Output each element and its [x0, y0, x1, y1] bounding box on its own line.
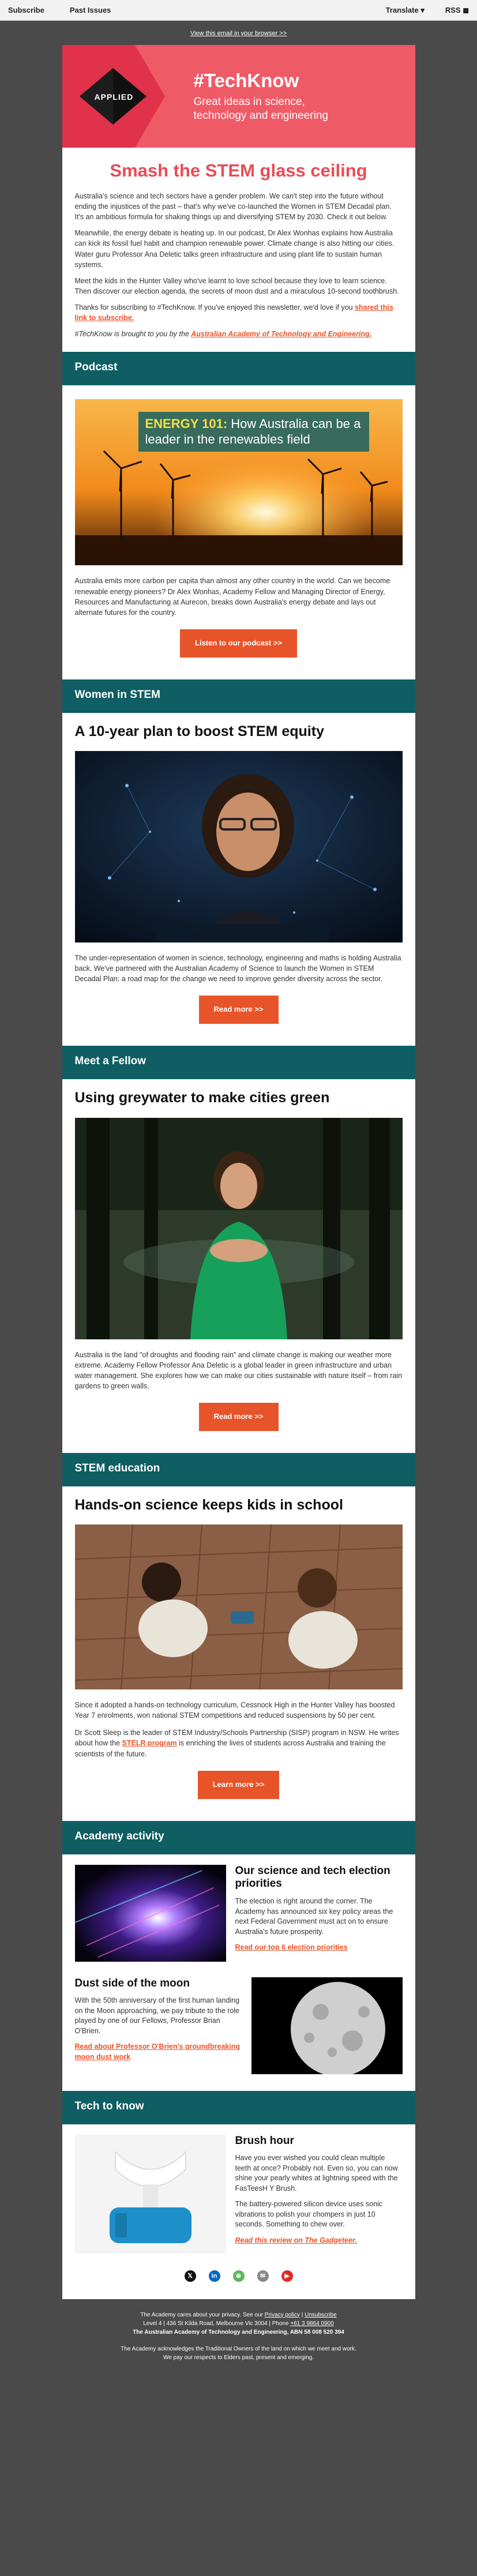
podcast-section — [62, 385, 415, 666]
fellow-section — [62, 1079, 415, 1440]
intro-paragraph — [75, 302, 403, 323]
stem-ed-section — [62, 1486, 415, 1808]
academy-link[interactable]: Australian Academy of Technology and Engineering. — [191, 330, 372, 339]
footer-line — [0, 2311, 477, 2319]
hero-banner — [62, 45, 415, 148]
toothbrush-icon — [75, 2135, 226, 2254]
moon-body: With the 50th anniversary of the first human landing on the Moon approaching, we pay tribute to the role played by one of our Fellows, Professor Brian O'Brien. — [74, 1996, 240, 2035]
past-issues-link[interactable]: Past Issues — [69, 6, 111, 14]
applied-logo — [62, 45, 194, 148]
moon-image — [251, 1977, 403, 2077]
podcast-caption-text: How Australia can be a leader in the renewables field — [145, 416, 361, 446]
women-read-more-button[interactable]: Read more >> — [199, 996, 279, 1024]
footer-line: We pay our respects to Elders past, present and emerging. — [163, 2354, 314, 2361]
twitter-icon[interactable]: 𝕏 — [185, 2270, 196, 2282]
academy-item — [62, 1854, 415, 1965]
tech-text — [235, 2135, 403, 2256]
button-wrap — [75, 625, 403, 667]
tech-paragraph: Have you ever wished you could clean multiple teeth at once? Probably not. Even so, you can now shine your pearly whites at lightning speed with the FasTeesH Y Brush. — [235, 2154, 398, 2192]
email-body — [62, 45, 415, 2299]
button-wrap — [75, 1398, 403, 1440]
fellow-image — [75, 1118, 403, 1339]
section-bar-women-in-stem: Women in STEM — [62, 679, 415, 713]
election-title: Our science and tech election priorities — [235, 1864, 390, 1890]
intro-title: Smash the STEM glass ceiling — [110, 160, 367, 181]
election-body: The election is right around the corner. The Academy has announced six key policy areas the next Federal Government must act on to ensure Australia's future prosperity. — [235, 1897, 393, 1936]
tech-title: Brush hour — [235, 2134, 294, 2147]
stem-ed-image — [75, 1524, 403, 1689]
subscribe-text: Thanks for subscribing to #TechKnow. If you've enjoyed this newsletter, we'd love if you — [74, 303, 355, 312]
view-in-browser-link[interactable]: View this email in your browser >> — [190, 30, 287, 37]
abstract-light-icon — [75, 1865, 226, 1962]
social-links — [62, 2256, 415, 2299]
podcast-body: Australia emits more carbon per capita than almost any other country in the world. Can we become renewable energy pioneers? Dr Alex Wonhas, Academy Fellow and Managing Director of Energy, Resources and Manufacturing at Aurecon, breaks down Australia's energy debate and lays out alternate futures for the country. — [74, 577, 390, 617]
subscribe-link[interactable]: Subscribe — [8, 6, 44, 14]
women-title: A 10-year plan to boost STEM equity — [74, 723, 324, 739]
toothbrush-image — [75, 2135, 226, 2256]
youtube-icon[interactable]: ▶ — [281, 2270, 293, 2282]
section-bar-stem-education: STEM education — [62, 1453, 415, 1486]
privacy-text: The Academy cares about your privacy. See our — [140, 2311, 265, 2318]
address-text: Level 4 | 436 St Kilda Road, Melbourne Vic 3004 | Phone — [143, 2320, 291, 2327]
linkedin-icon[interactable]: in — [209, 2270, 220, 2282]
moon-icon — [251, 1977, 403, 2074]
moon-title: Dust side of the moon — [74, 1977, 190, 1989]
hero-title: #TechKnow — [193, 70, 299, 92]
intro-paragraph: Meanwhile, the energy debate is heating up. In our podcast, Dr Alex Wonhas explains how Australia can kick its fossil fuel habit and champion renewable power. Climate change is also hitting our cities. Water guru Professor Ana Deletic talks green infrastructure and using plant life to sustain human systems. — [74, 229, 395, 269]
stem-ed-paragraph: Since it adopted a hands-on technology curriculum, Cessnock High in the Hunter Valley has boosted Year 7 enrolments, won national STEM competitions and reduced suspensions by 50 per cent. — [74, 1701, 395, 1720]
footer-line: The Academy acknowledges the Traditional Owners of the land on which we meet and work. — [121, 2345, 356, 2352]
translate-dropdown[interactable]: Translate ▾ — [385, 5, 425, 14]
phone-link[interactable]: +61 3 9864 0900 — [290, 2320, 334, 2327]
footer — [0, 2299, 477, 2362]
fellow-title: Using greywater to make cities green — [74, 1090, 330, 1106]
hero-subtitle: Great ideas in science, technology and engineering — [193, 96, 328, 122]
unsubscribe-link[interactable]: Unsubscribe — [305, 2311, 337, 2318]
election-image — [75, 1865, 226, 1965]
academy-item — [62, 1965, 415, 2077]
moon-dust-link[interactable]: Read about Professor O'Brien's groundbreaking moon dust work — [74, 2042, 241, 2061]
woman-tech-portrait-icon — [75, 751, 403, 942]
intro-section — [62, 148, 415, 339]
rss-link[interactable]: RSS ◼ — [445, 5, 469, 14]
fellow-body: Australia is the land "of droughts and flooding rain" and climate change is making our weather more extreme. Academy Fellow Professor Ana Deletic is a global leader in green infrastructure and urban water management. She explores how we can make our cities sustainable with nature itself – from rain gardens to green walls. — [74, 1350, 403, 1390]
podcast-image-caption — [138, 412, 369, 452]
tech-item — [62, 2124, 415, 2256]
intro-paragraph — [75, 329, 403, 339]
section-bar-podcast: Podcast — [62, 352, 415, 385]
election-priorities-link[interactable]: Read our top 6 election priorities — [235, 1943, 348, 1952]
women-body: The under-representation of women in science, technology, engineering and maths is holding Australia back. We've partnered with the Australian Academy of Science to launch the Women in STEM Decadal Plan: a road map for the change we need to improve gender diversity across the sector. — [74, 954, 401, 983]
fellow-portrait-icon — [75, 1118, 403, 1339]
top-bar — [0, 0, 477, 21]
intro-paragraph: Australia's science and tech sectors have a gender problem. We can't step into the future without ending the injustices of the past – that's why we've co-launched the Women in STEM Decadal plan. It's an ambitious formula for shaking things up and diversifying STEM by 2030. Check it out below. — [74, 191, 392, 221]
kids-floor-science-icon — [75, 1524, 403, 1689]
intro-paragraph: Meet the kids in the Hunter Valley who've learnt to love school because they love to learn science. Then discover our election agenda, the secrets of moon dust and a miraculous 10-second toothbrush. — [74, 276, 399, 295]
stelr-link[interactable]: STELR program — [122, 1739, 177, 1748]
moon-text — [75, 1977, 242, 2077]
stem-ed-paragraph — [75, 1728, 403, 1759]
women-image — [75, 751, 403, 942]
podcast-caption-bold: ENERGY 101: — [145, 416, 228, 431]
gadgeteer-link[interactable]: Read this review on The Gadgeteer. — [235, 2236, 357, 2244]
podcast-image — [75, 399, 403, 565]
section-bar-academy-activity: Academy activity — [62, 1821, 415, 1854]
share-subscribe-link[interactable]: shared this link to subscribe. — [74, 303, 393, 322]
brought-by-text: #TechKnow is brought to you by the — [74, 330, 191, 339]
stem-ed-text: is enriching the lives of students across Australia and training the scientists of the future. — [74, 1739, 386, 1758]
fellow-read-more-button[interactable]: Read more >> — [199, 1403, 279, 1431]
election-text — [235, 1865, 403, 1965]
footer-line — [0, 2319, 477, 2328]
footer-line: The Australian Academy of Technology and Engineering, ABN 58 008 520 394 — [133, 2329, 344, 2335]
footer-acknowledgement — [0, 2345, 477, 2362]
button-wrap — [75, 991, 403, 1033]
stem-ed-title: Hands-on science keeps kids in school — [74, 1496, 343, 1513]
logo-text: APPLIED — [94, 92, 134, 102]
email-icon[interactable]: ✉ — [257, 2270, 269, 2282]
footer-contact — [0, 2311, 477, 2337]
privacy-policy-link[interactable]: Privacy policy — [264, 2311, 300, 2318]
separator: | — [299, 2311, 305, 2318]
tech-paragraph: The battery-powered silicon device uses sonic vibrations to polish your chompers in just 10 seconds. Something to chew over. — [235, 2200, 383, 2229]
section-bar-meet-a-fellow: Meet a Fellow — [62, 1046, 415, 1079]
hero-text — [194, 70, 355, 123]
listen-podcast-button[interactable]: Listen to our podcast >> — [180, 629, 297, 658]
section-bar-tech-to-know: Tech to know — [62, 2091, 415, 2124]
women-section — [62, 713, 415, 1033]
button-wrap — [75, 1766, 403, 1808]
stem-ed-text: Dr Scott Sleep is the leader of STEM Industry/Schools Partnership (SISP) program in NSW. He writes about how the — [74, 1729, 399, 1748]
learn-more-button[interactable]: Learn more >> — [198, 1771, 280, 1799]
website-icon[interactable]: ⊕ — [233, 2270, 245, 2282]
